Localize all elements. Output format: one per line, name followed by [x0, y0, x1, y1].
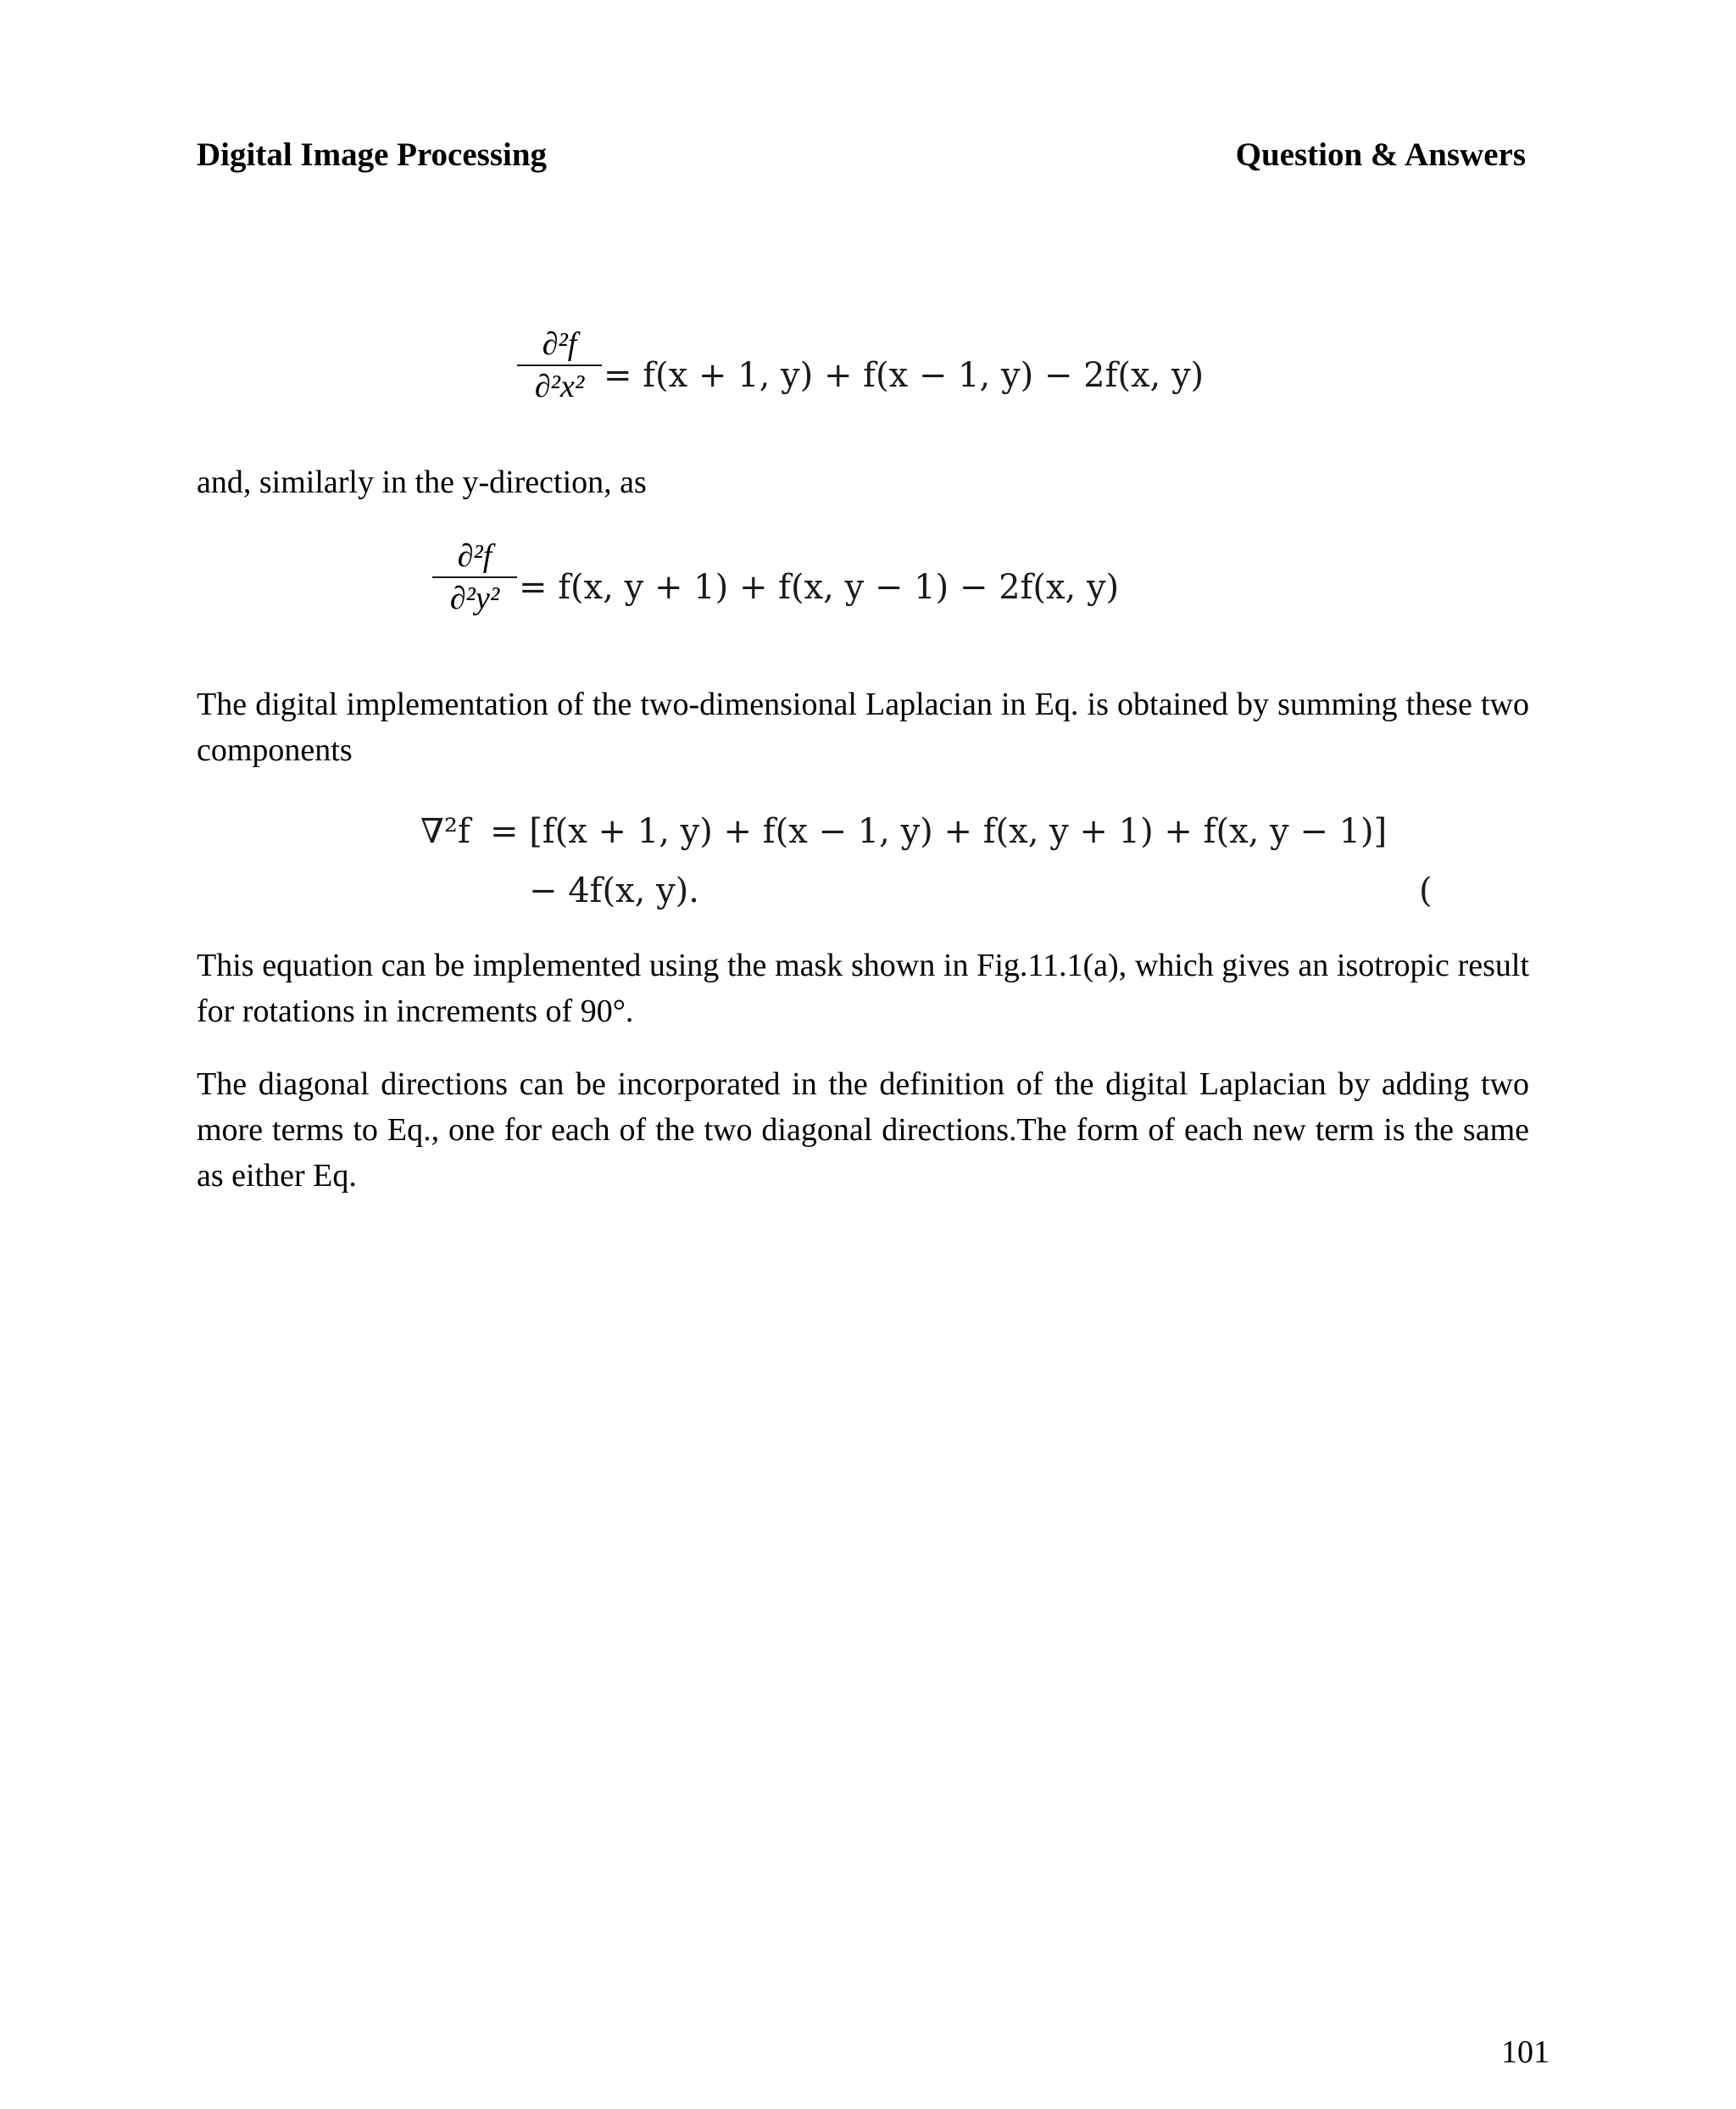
eq2-denominator: ∂²y²: [449, 581, 500, 616]
eq2-rhs: = f(x, y + 1) + f(x, y − 1) − 2f(x, y): [519, 568, 1120, 607]
header-section: Question & Answers: [1235, 136, 1526, 173]
eq2-numerator: ∂²f: [432, 537, 517, 578]
header-title: Digital Image Processing: [197, 136, 548, 173]
paragraph-4: The diagonal directions can be incorporated in the definition of the digital Laplacian by adding two more terms to Eq., one for each of the two diagonal directions.The form of each new term is the same as either Eq.: [197, 1066, 1529, 1194]
paragraph-2: The digital implementation of the two-dimensional Laplacian in Eq. is obtained by summing these two components: [197, 687, 1529, 768]
eq1-numerator: ∂²f: [517, 326, 602, 366]
paragraph-3: This equation can be implemented using the mask shown in Fig.11.1(a), which gives an isotropic result for rotations in increments of 90°.: [197, 948, 1529, 1029]
paragraph-1: and, similarly in the y-direction, as: [197, 465, 647, 500]
eq1-fraction: [517, 326, 602, 405]
eq3-lhs: ∇²f: [420, 812, 470, 851]
eq1-rhs: = f(x + 1, y) + f(x − 1, y) − 2f(x, y): [604, 356, 1205, 395]
eq3-line1: = [f(x + 1, y) + f(x − 1, y) + f(x, y + 1) + f(x, y − 1)]: [490, 812, 1388, 851]
eq2-fraction: [432, 537, 517, 617]
eq1-denominator: ∂²x²: [534, 369, 585, 404]
eq3-line2: − 4f(x, y).: [529, 871, 699, 910]
page-number: 101: [1501, 2034, 1550, 2070]
eq3-tag: (: [1419, 871, 1433, 910]
